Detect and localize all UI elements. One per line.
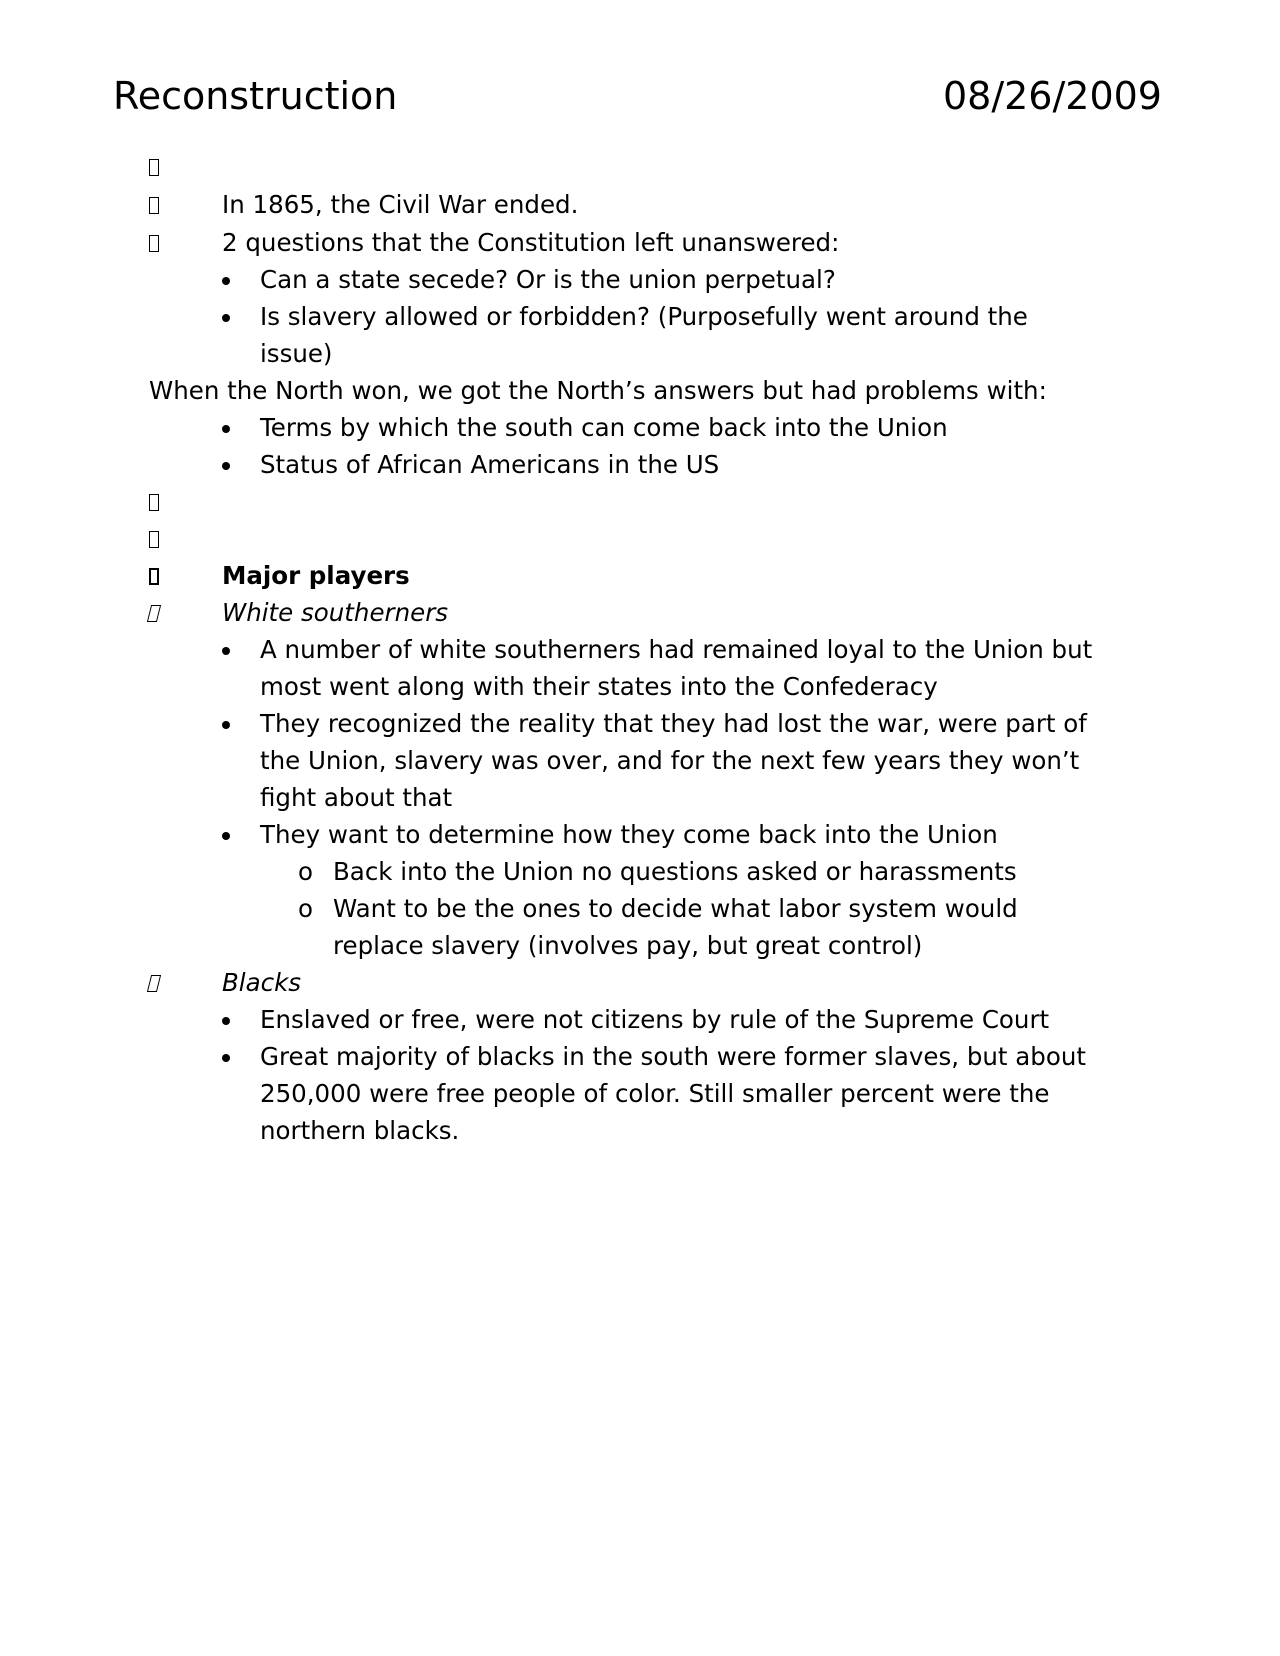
page-header bbox=[113, 72, 1162, 120]
bullet-icon bbox=[222, 1017, 230, 1025]
missing-glyph-icon bbox=[147, 975, 161, 992]
bullet-icon bbox=[222, 277, 230, 285]
white-southerners-sub-item-continued: replace slavery (involves pay, but great control) bbox=[333, 931, 923, 960]
bullet-icon bbox=[222, 832, 230, 840]
blacks-item: Great majority of blacks in the south were former slaves, but about bbox=[260, 1042, 1086, 1071]
bullet-icon bbox=[222, 647, 230, 655]
white-southerners-sub-item: Want to be the ones to decide what labor system would bbox=[333, 894, 1018, 923]
problem-item: Status of African Americans in the US bbox=[260, 450, 720, 479]
question-item: Can a state secede? Or is the union perpetual? bbox=[260, 265, 836, 294]
page-date: 08/26/2009 bbox=[942, 74, 1162, 118]
problem-item: Terms by which the south can come back into the Union bbox=[260, 413, 948, 442]
bullet-icon bbox=[222, 425, 230, 433]
section-heading-major-players: Major players bbox=[222, 561, 410, 590]
subheading-blacks: Blacks bbox=[222, 968, 302, 997]
missing-glyph-icon bbox=[149, 568, 159, 585]
white-southerners-sub-item: Back into the Union no questions asked or harassments bbox=[333, 857, 1017, 886]
missing-glyph-icon bbox=[147, 605, 161, 622]
page-title: Reconstruction bbox=[113, 74, 398, 118]
missing-glyph-icon bbox=[149, 494, 159, 511]
missing-glyph-icon bbox=[149, 197, 159, 214]
missing-glyph-icon bbox=[149, 159, 159, 176]
bullet-icon bbox=[222, 721, 230, 729]
blacks-item-continued: northern blacks. bbox=[260, 1116, 460, 1145]
missing-glyph-icon bbox=[149, 235, 159, 252]
question-item: Is slavery allowed or forbidden? (Purposefully went around the bbox=[260, 302, 1028, 331]
intro-line-1: In 1865, the Civil War ended. bbox=[222, 190, 579, 219]
sub-bullet-marker: o bbox=[298, 894, 313, 923]
white-southerners-item-continued: the Union, slavery was over, and for the next few years they won’t bbox=[260, 746, 1080, 775]
white-southerners-item-continued: fight about that bbox=[260, 783, 453, 812]
blacks-item-continued: 250,000 were free people of color. Still smaller percent were the bbox=[260, 1079, 1050, 1108]
missing-glyph-icon bbox=[149, 531, 159, 548]
subheading-white-southerners: White southerners bbox=[222, 598, 449, 627]
white-southerners-item: They want to determine how they come back into the Union bbox=[260, 820, 998, 849]
bullet-icon bbox=[222, 462, 230, 470]
white-southerners-item: A number of white southerners had remained loyal to the Union but bbox=[260, 635, 1093, 664]
white-southerners-item-continued: most went along with their states into the Confederacy bbox=[260, 672, 938, 701]
intro-line-2: 2 questions that the Constitution left unanswered: bbox=[222, 228, 840, 257]
white-southerners-item: They recognized the reality that they had lost the war, were part of bbox=[260, 709, 1087, 738]
question-item-continued: issue) bbox=[260, 339, 333, 368]
sub-bullet-marker: o bbox=[298, 857, 313, 886]
bullet-icon bbox=[222, 1054, 230, 1062]
north-won-line: When the North won, we got the North’s answers but had problems with: bbox=[149, 376, 1047, 405]
bullet-icon bbox=[222, 314, 230, 322]
blacks-item: Enslaved or free, were not citizens by rule of the Supreme Court bbox=[260, 1005, 1050, 1034]
